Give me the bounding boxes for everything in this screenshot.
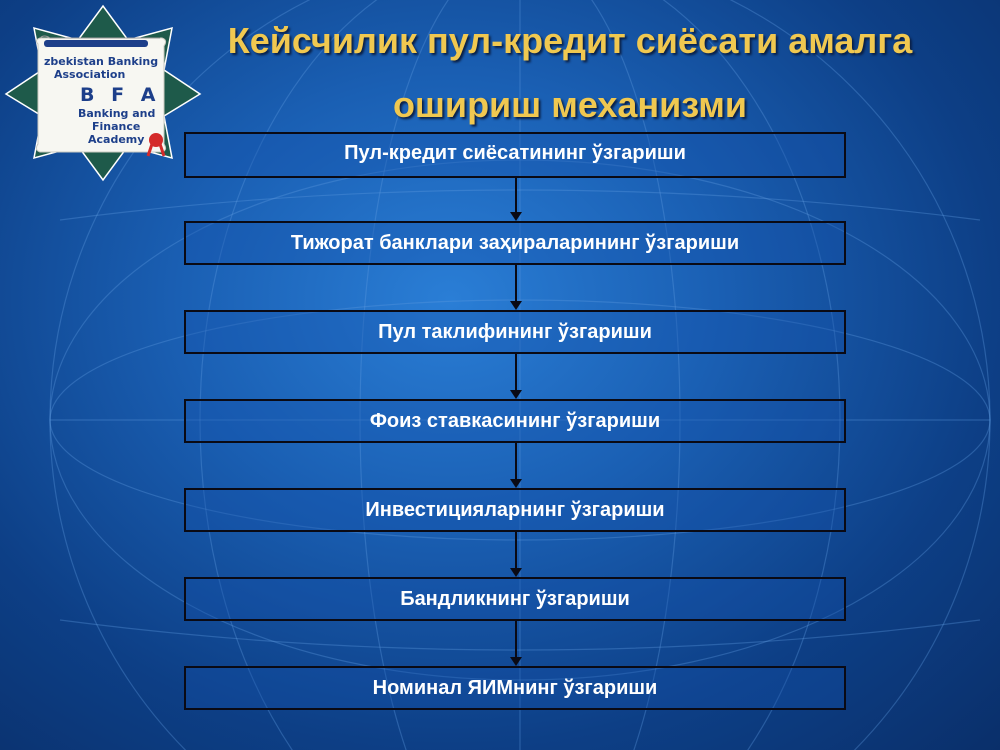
arrow-down-icon: [515, 532, 517, 575]
flow-step-money-supply: Пул таклифининг ўзгариши: [184, 310, 846, 354]
flow-step-employment: Бандликнинг ўзгариши: [184, 577, 846, 621]
arrow-down-icon: [515, 265, 517, 308]
flow-step-monetary-policy: Пул-кредит сиёсатининг ўзгариши: [184, 132, 846, 178]
arrow-down-icon: [515, 443, 517, 486]
logo-academy-text: Banking and: [78, 107, 156, 120]
flow-step-investments: Инвестицияларнинг ўзгариши: [184, 488, 846, 532]
arrow-down-icon: [515, 621, 517, 664]
logo-association-text: zbekistan Banking: [44, 55, 159, 68]
logo-academy-text: Finance: [92, 120, 141, 133]
arrow-down-icon: [515, 354, 517, 397]
logo-academy-text: Academy: [88, 133, 145, 146]
flow-step-nominal-gdp: Номинал ЯИМнинг ўзгариши: [184, 666, 846, 710]
flow-step-bank-reserves: Тижорат банклари заҳираларининг ўзгариши: [184, 221, 846, 265]
flow-step-interest-rate: Фоиз ставкасининг ўзгариши: [184, 399, 846, 443]
bfa-logo: [4, 4, 202, 182]
slide-title-line-1: Кейсчилик пул-кредит сиёсати амалга: [227, 20, 913, 61]
logo-abbreviation: B F A: [80, 84, 161, 106]
arrow-down-icon: [515, 178, 517, 219]
logo-association-text: Association: [54, 68, 126, 81]
slide-title-line-2: ошириш механизми: [392, 84, 748, 125]
